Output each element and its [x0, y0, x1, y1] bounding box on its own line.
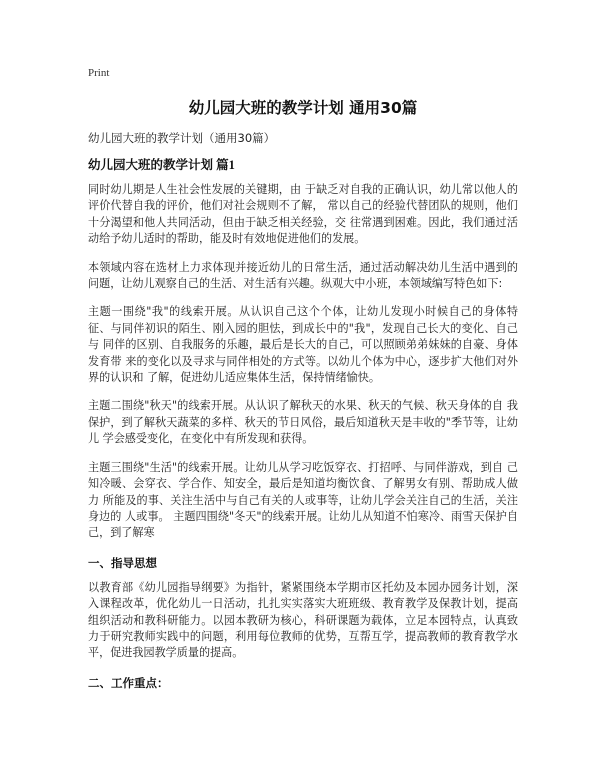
- page-subtitle: 幼儿园大班的教学计划（通用30篇）: [88, 131, 276, 145]
- page-title: 幼儿园大班的教学计划 通用30篇: [188, 99, 418, 117]
- section-heading-plan-1: 幼儿园大班的教学计划 篇1: [88, 158, 235, 172]
- paragraph: 以教育部《幼儿园指导纲要》为指针，紧紧围绕本学期市区托幼及本园办园务计划，深入课程改革，优化幼儿一日活动，扎扎实实落实大班班级、教育教学及保教计划，提高组织活动和教科研能力。以园本教研为核心，科研课题为载体，立足本园特点，认真致力于研究教师实践中的问题，利用每位教师的优势，互帮互学，提高教师的教育教学水平，促进我园教学质量的提高。: [88, 580, 518, 660]
- print-label[interactable]: Print: [88, 67, 110, 79]
- paragraph: 同时幼儿期是人生社会性发展的关键期，由 于缺乏对自我的正确认识，幼儿常以他人的评价代替自我的评价，他们对社会规则不了解， 常以自己的经验代替团队的规则，他们十分渴望和他人共同活动，但由于缺乏相关经验，交 往常遇到困难。因此，我们通过活动给予幼儿适时的帮助，能及时有效地促进他们的发展。: [88, 183, 518, 246]
- paragraph: 本领域内容在选材上力求体现并接近幼儿的日常生活，通过活动解决幼儿生活中遇到的 问题，让幼儿观察自己的生活、对生活有兴趣。纵观大中小班，本领域编写特色如下:: [88, 260, 518, 291]
- section-heading-guiding-ideology: 一、指导思想: [88, 555, 157, 570]
- section-heading-work-focus: 二、工作重点：: [88, 675, 169, 690]
- paragraph: 主题三围绕"生活"的线索开展。让幼儿从学习吃饭穿衣、打招呼、与同伴游戏，到自 己知冷暖、会穿衣、学合作、知安全，最后是知道均衡饮食、了解男女有别、帮助成人做力 所能及的事、关注生活中与自己有关的人或事等，让幼儿学会关注自己的生活，关注身边的 人或事。 主题四围绕"冬天"的线索开展。让幼儿从知道不怕寒冷、雨雪天保护自己，到了解寒: [88, 460, 518, 540]
- paragraph: 主题一围绕"我"的线索开展。从认识自己这个个体，让幼儿发现小时候自己的身体特 征、与同伴初识的陌生、刚入园的胆怯，到成长中的"我"，发现自己长大的变化、自己与 同伴的区别、自我服务的乐趣，最后是长大的自己，可以照顾弟弟妹妹的自豪、身体发育带 来的变化以及寻求与同伴相处的方式等。以幼儿个体为中心，逐步扩大他们对外界的认识和 了解，促进幼儿适应集体生活，保持情绪愉快。: [88, 305, 518, 385]
- document-page: [88, 66, 518, 700]
- paragraph: 主题二围绕"秋天"的线索开展。从认识了解秋天的水果、秋天的气候、秋天身体的自 我保护，到了解秋天蔬菜的多样、秋天的节日风俗，最后知道秋天是丰收的"季节等，让幼儿 学会感受变化，在变化中有所发现和获得。: [88, 399, 518, 446]
